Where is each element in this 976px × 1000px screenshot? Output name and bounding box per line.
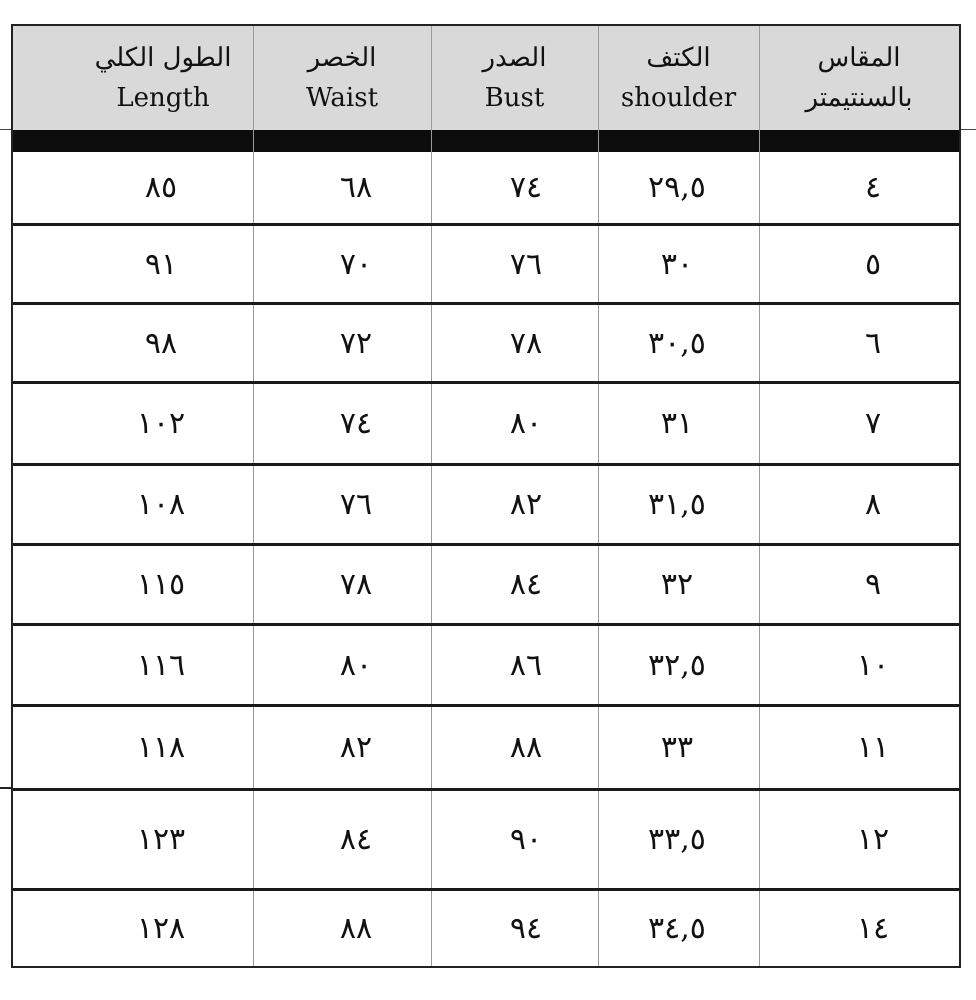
cell-length: ١١٦ xyxy=(136,647,186,683)
header-shoulder xyxy=(598,26,759,130)
header-shoulder-ar: الكتف xyxy=(646,43,711,73)
header-bust-ar: الصدر xyxy=(482,43,547,73)
header-size-ar: المقاس xyxy=(817,43,901,73)
column-divider xyxy=(431,26,432,966)
header-waist-ar: الخصر xyxy=(307,43,377,73)
cell-length: ١٢٨ xyxy=(136,911,186,946)
scan-artifact-line xyxy=(961,129,976,130)
header-waist-en: Waist xyxy=(305,83,379,113)
header-size-unit: بالسنتيمتر xyxy=(805,83,913,113)
cell-length: ٩٨ xyxy=(144,325,178,361)
cell-shoulder: ٣١ xyxy=(660,406,694,441)
cell-shoulder: ٢٩,٥ xyxy=(648,170,706,205)
column-divider xyxy=(598,26,599,966)
cell-waist: ٦٨ xyxy=(339,170,373,205)
cell-size: ٨ xyxy=(864,487,882,522)
header-length xyxy=(73,26,253,130)
header-size xyxy=(759,26,959,130)
cell-waist: ٨٢ xyxy=(339,730,373,765)
cell-waist: ٨٠ xyxy=(339,647,373,683)
cell-bust: ٨٦ xyxy=(509,647,543,683)
cell-bust: ٩٤ xyxy=(509,911,543,946)
cell-shoulder: ٣٣ xyxy=(660,730,694,765)
cell-length: ١٠٢ xyxy=(136,406,186,441)
scan-artifact-line xyxy=(0,787,11,789)
cell-size: ٤ xyxy=(864,170,882,205)
column-divider xyxy=(759,26,760,966)
cell-size: ١٢ xyxy=(856,822,890,857)
cell-size: ١٤ xyxy=(856,911,890,946)
cell-length: ١١٨ xyxy=(136,730,186,765)
size-chart-table xyxy=(11,24,961,968)
cell-waist: ٧٦ xyxy=(339,487,373,522)
cell-bust: ٨٢ xyxy=(509,487,543,522)
cell-waist: ٧٨ xyxy=(339,567,373,602)
cell-size: ٦ xyxy=(864,325,882,361)
cell-waist: ٧٤ xyxy=(339,406,373,441)
cell-length: ٨٥ xyxy=(144,170,178,205)
cell-shoulder: ٣١,٥ xyxy=(648,487,706,522)
cell-length: ٩١ xyxy=(144,246,178,282)
header-length-ar: الطول الكلي xyxy=(94,43,232,73)
cell-waist: ٨٤ xyxy=(339,822,373,857)
header-bust xyxy=(431,26,598,130)
cell-bust: ٨٤ xyxy=(509,567,543,602)
header-shoulder-en: shoulder xyxy=(620,83,737,113)
cell-waist: ٨٨ xyxy=(339,911,373,946)
header-waist xyxy=(253,26,431,130)
cell-bust: ٨٠ xyxy=(509,406,543,441)
cell-size: ٥ xyxy=(864,246,882,282)
cell-shoulder: ٣٠,٥ xyxy=(648,325,706,361)
cell-bust: ٧٦ xyxy=(509,246,543,282)
scan-artifact-line xyxy=(0,129,11,130)
cell-waist: ٧٠ xyxy=(339,246,373,282)
header-bust-en: Bust xyxy=(484,83,545,113)
cell-bust: ٧٨ xyxy=(509,325,543,361)
cell-size: ١١ xyxy=(856,730,890,765)
cell-shoulder: ٣٢ xyxy=(660,567,694,602)
cell-bust: ٩٠ xyxy=(509,822,543,857)
cell-waist: ٧٢ xyxy=(339,325,373,361)
cell-shoulder: ٣٠ xyxy=(660,246,694,282)
column-divider xyxy=(253,26,254,966)
header-length-en: Length xyxy=(116,83,210,113)
cell-length: ١٢٣ xyxy=(136,822,186,857)
cell-size: ٧ xyxy=(864,406,882,441)
header-divider-bar xyxy=(13,130,959,152)
cell-size: ٩ xyxy=(864,567,882,602)
cell-size: ١٠ xyxy=(856,647,890,683)
cell-bust: ٧٤ xyxy=(509,170,543,205)
cell-shoulder: ٣٤,٥ xyxy=(648,911,706,946)
cell-length: ١٠٨ xyxy=(136,487,186,522)
cell-length: ١١٥ xyxy=(136,567,186,602)
cell-bust: ٨٨ xyxy=(509,730,543,765)
cell-shoulder: ٣٣,٥ xyxy=(648,822,706,857)
cell-shoulder: ٣٢,٥ xyxy=(648,647,706,683)
